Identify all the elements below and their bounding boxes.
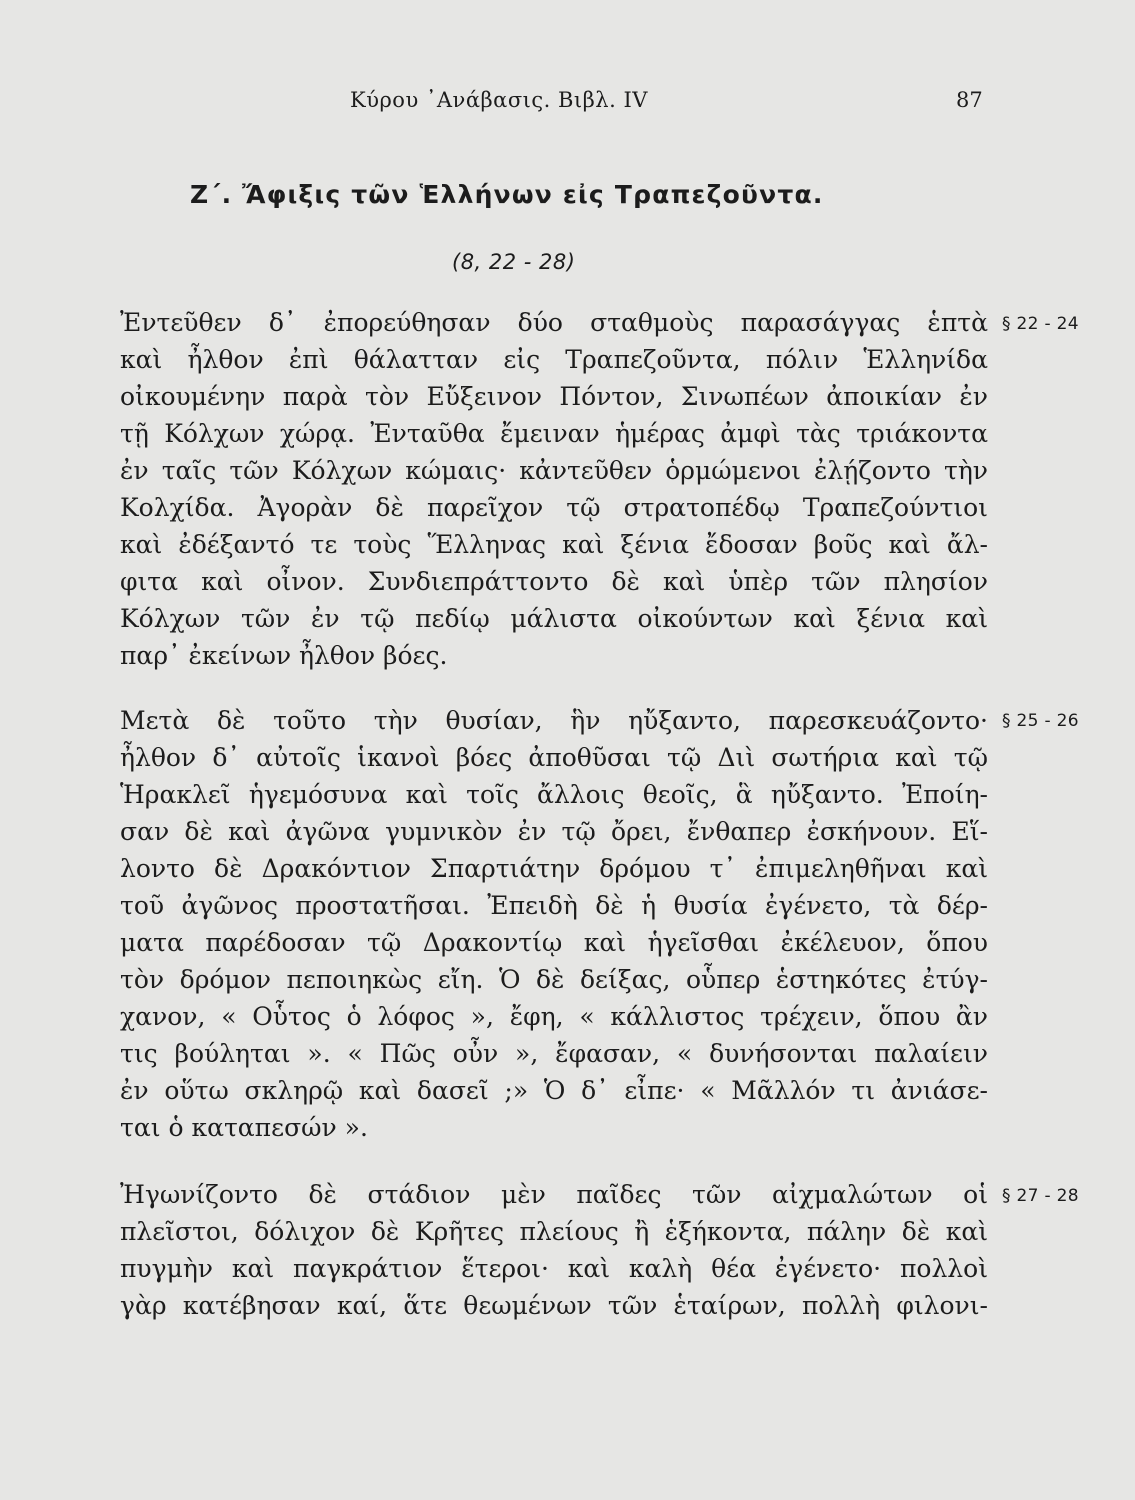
text-line: ται ὁ καταπεσών ». — [120, 1113, 368, 1142]
text-line: τὸν δρόμον πεποιηκὼς εἴη. Ὁ δὲ δείξας, οὗπερ ἑστηκότες ἐτύγ- — [120, 965, 988, 994]
text-line: τοῦ ἀγῶνος προστατῆσαι. Ἐπειδὴ δὲ ἡ θυσία ἐγένετο, τὰ δέρ- — [120, 891, 988, 920]
text-line: ἐν οὕτω σκληρῷ καὶ δασεῖ ;» Ὁ δ᾽ εἶπε· « Μᾶλλόν τι ἀνιάσε- — [120, 1076, 988, 1105]
margin-section-note: § 27 - 28 — [1002, 1186, 1079, 1206]
paragraph-1 — [120, 304, 988, 674]
page-number: 87 — [956, 88, 983, 112]
paragraph-3 — [120, 1176, 988, 1324]
margin-section-note: § 22 - 24 — [1002, 314, 1079, 334]
text-line: Ἡρακλεῖ ἡγεμόσυνα καὶ τοῖς ἄλλοις θεοῖς, ἃ ηὔξαντο. Ἐποίη- — [120, 780, 988, 809]
text-line: πυγμὴν καὶ παγκράτιον ἕτεροι· καὶ καλὴ θέα ἐγένετο· πολλοὶ — [120, 1254, 988, 1283]
paragraph-2 — [120, 702, 988, 1146]
text-line: οἰκουμένην παρὰ τὸν Εὔξεινον Πόντον, Σινωπέων ἀποικίαν ἐν — [120, 382, 988, 411]
text-line: φιτα καὶ οἶνον. Συνδιεπράττοντο δὲ καὶ ὑπὲρ τῶν πλησίον — [120, 567, 988, 596]
chapter-title: Ζ΄. Ἄφιξις τῶν Ἑλλήνων εἰς Τραπεζοῦντα. — [190, 180, 824, 209]
text-line: καὶ ἦλθον ἐπὶ θάλατταν εἰς Τραπεζοῦντα, πόλιν Ἑλληνίδα — [120, 345, 988, 374]
text-line: ἦλθον δ᾽ αὐτοῖς ἱκανοὶ βόες ἀποθῦσαι τῷ Διὶ σωτήρια καὶ τῷ — [120, 743, 988, 772]
text-line: παρ᾽ ἐκείνων ἦλθον βόες. — [120, 641, 448, 670]
text-line: ἐν ταῖς τῶν Κόλχων κώμαις· κἀντεῦθεν ὁρμώμενοι ἐλῄζοντο τὴν — [120, 456, 988, 485]
text-line: Κολχίδα. Ἀγορὰν δὲ παρεῖχον τῷ στρατοπέδῳ Τραπεζούντιοι — [120, 493, 988, 522]
text-line: Ἐντεῦθεν δ᾽ ἐπορεύθησαν δύο σταθμοὺς παρασάγγας ἑπτὰ — [120, 308, 988, 337]
text-line: καὶ ἐδέξαντό τε τοὺς Ἕλληνας καὶ ξένια ἔδοσαν βοῦς καὶ ἄλ- — [120, 530, 988, 559]
text-line: τις βούληται ». « Πῶς οὖν », ἔφασαν, « δυνήσονται παλαίειν — [120, 1039, 988, 1068]
text-line: χανον, « Οὗτος ὁ λόφος », ἔφη, « κάλλιστος τρέχειν, ὅπου ἂν — [120, 1002, 988, 1031]
text-line: Ἠγωνίζοντο δὲ στάδιον μὲν παῖδες τῶν αἰχμαλώτων οἱ — [120, 1180, 988, 1209]
margin-section-note: § 25 - 26 — [1002, 711, 1079, 731]
text-line: ματα παρέδοσαν τῷ Δρακοντίῳ καὶ ἡγεῖσθαι ἐκέλευον, ὅπου — [120, 928, 988, 957]
text-line: τῇ Κόλχων χώρᾳ. Ἐνταῦθα ἔμειναν ἡμέρας ἀμφὶ τὰς τριάκοντα — [120, 419, 988, 448]
section-range: (8, 22 - 28) — [452, 250, 576, 274]
text-line: γὰρ κατέβησαν καί, ἅτε θεωμένων τῶν ἑταίρων, πολλὴ φιλονι- — [120, 1291, 988, 1320]
text-line: σαν δὲ καὶ ἀγῶνα γυμνικὸν ἐν τῷ ὄρει, ἔνθαπερ ἐσκήνουν. Εἵ- — [120, 817, 988, 846]
running-head: Κύρου ᾽Ανάβασις. Βιβλ. IV — [350, 88, 648, 112]
text-line: Μετὰ δὲ τοῦτο τὴν θυσίαν, ἣν ηὔξαντο, παρεσκευάζοντο· — [120, 706, 988, 735]
text-line: Κόλχων τῶν ἐν τῷ πεδίῳ μάλιστα οἰκούντων καὶ ξένια καὶ — [120, 604, 988, 633]
text-line: λοντο δὲ Δρακόντιον Σπαρτιάτην δρόμου τ᾽ ἐπιμεληθῆναι καὶ — [120, 854, 988, 883]
text-line: πλεῖστοι, δόλιχον δὲ Κρῆτες πλείους ἢ ἑξήκοντα, πάλην δὲ καὶ — [120, 1217, 988, 1246]
